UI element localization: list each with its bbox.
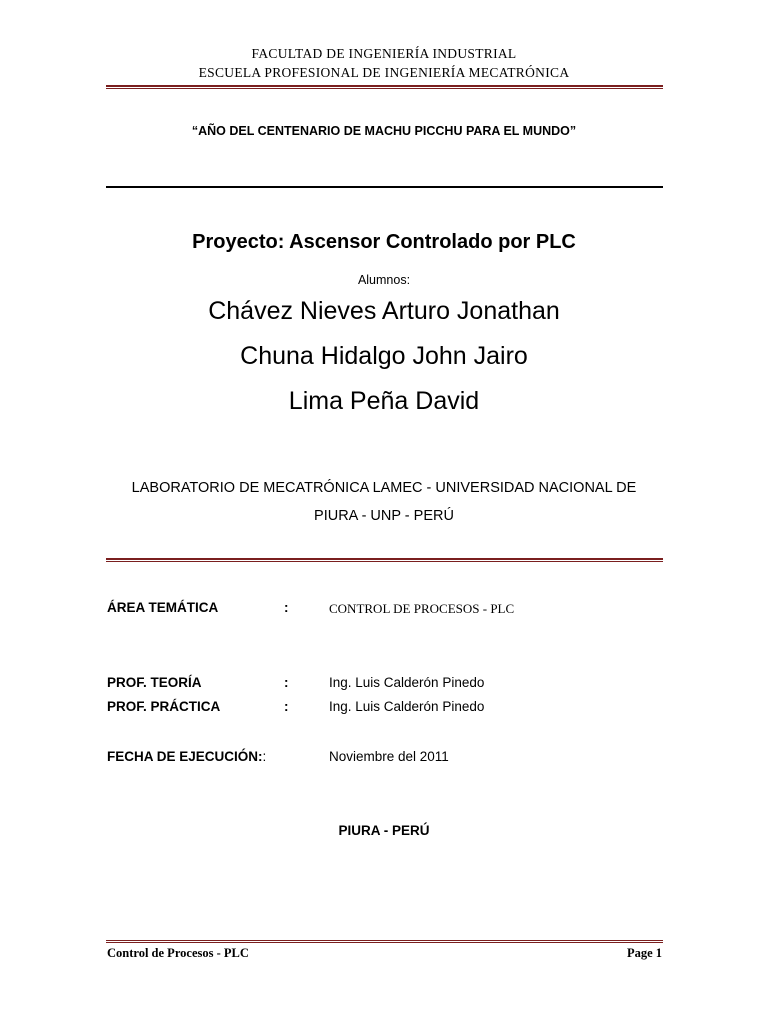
footer-rule	[106, 940, 663, 943]
project-title: Proyecto: Ascensor Controlado por PLC	[192, 231, 576, 253]
student-name: Lima Peña David	[288, 387, 480, 415]
fecha-colon: :	[262, 749, 267, 764]
page-number: Page 1	[626, 946, 662, 960]
prof-teoria-colon: :	[284, 675, 289, 690]
motto: “AÑO DEL CENTENARIO DE MACHU PICCHU PARA EL MUNDO”	[191, 124, 577, 138]
student-name: Chávez Nieves Arturo Jonathan	[208, 297, 560, 325]
student-name: Chuna Hidalgo John Jairo	[240, 342, 528, 370]
alumnos-label: Alumnos:	[357, 273, 411, 287]
fecha-value: Noviembre del 2011	[329, 749, 449, 764]
school-header: ESCUELA PROFESIONAL DE INGENIERÍA MECATRÓNICA	[198, 65, 570, 80]
faculty-header: FACULTAD DE INGENIERÍA INDUSTRIAL	[251, 46, 517, 61]
fecha-label: FECHA DE EJECUCIÓN:	[107, 749, 263, 764]
area-label: ÁREA TEMÁTICA	[107, 600, 219, 615]
footer-left: Control de Procesos - PLC	[107, 946, 249, 960]
location: PIURA - PERÚ	[338, 823, 430, 838]
laboratory-line1: LABORATORIO DE MECATRÓNICA LAMEC - UNIVERSIDAD NACIONAL DE	[131, 480, 637, 496]
area-colon: :	[284, 600, 289, 615]
section-rule	[106, 558, 663, 563]
prof-teoria-value: Ing. Luis Calderón Pinedo	[329, 675, 485, 690]
prof-practica-colon: :	[284, 699, 289, 714]
header-rule	[106, 85, 663, 90]
laboratory-line2: PIURA - UNP - PERÚ	[314, 508, 454, 524]
motto-rule	[106, 186, 663, 188]
area-value: CONTROL DE PROCESOS - PLC	[329, 601, 515, 616]
prof-practica-label: PROF. PRÁCTICA	[107, 699, 221, 714]
fecha-row	[107, 749, 266, 764]
prof-practica-value: Ing. Luis Calderón Pinedo	[329, 699, 485, 714]
prof-teoria-label: PROF. TEORÍA	[107, 675, 202, 690]
